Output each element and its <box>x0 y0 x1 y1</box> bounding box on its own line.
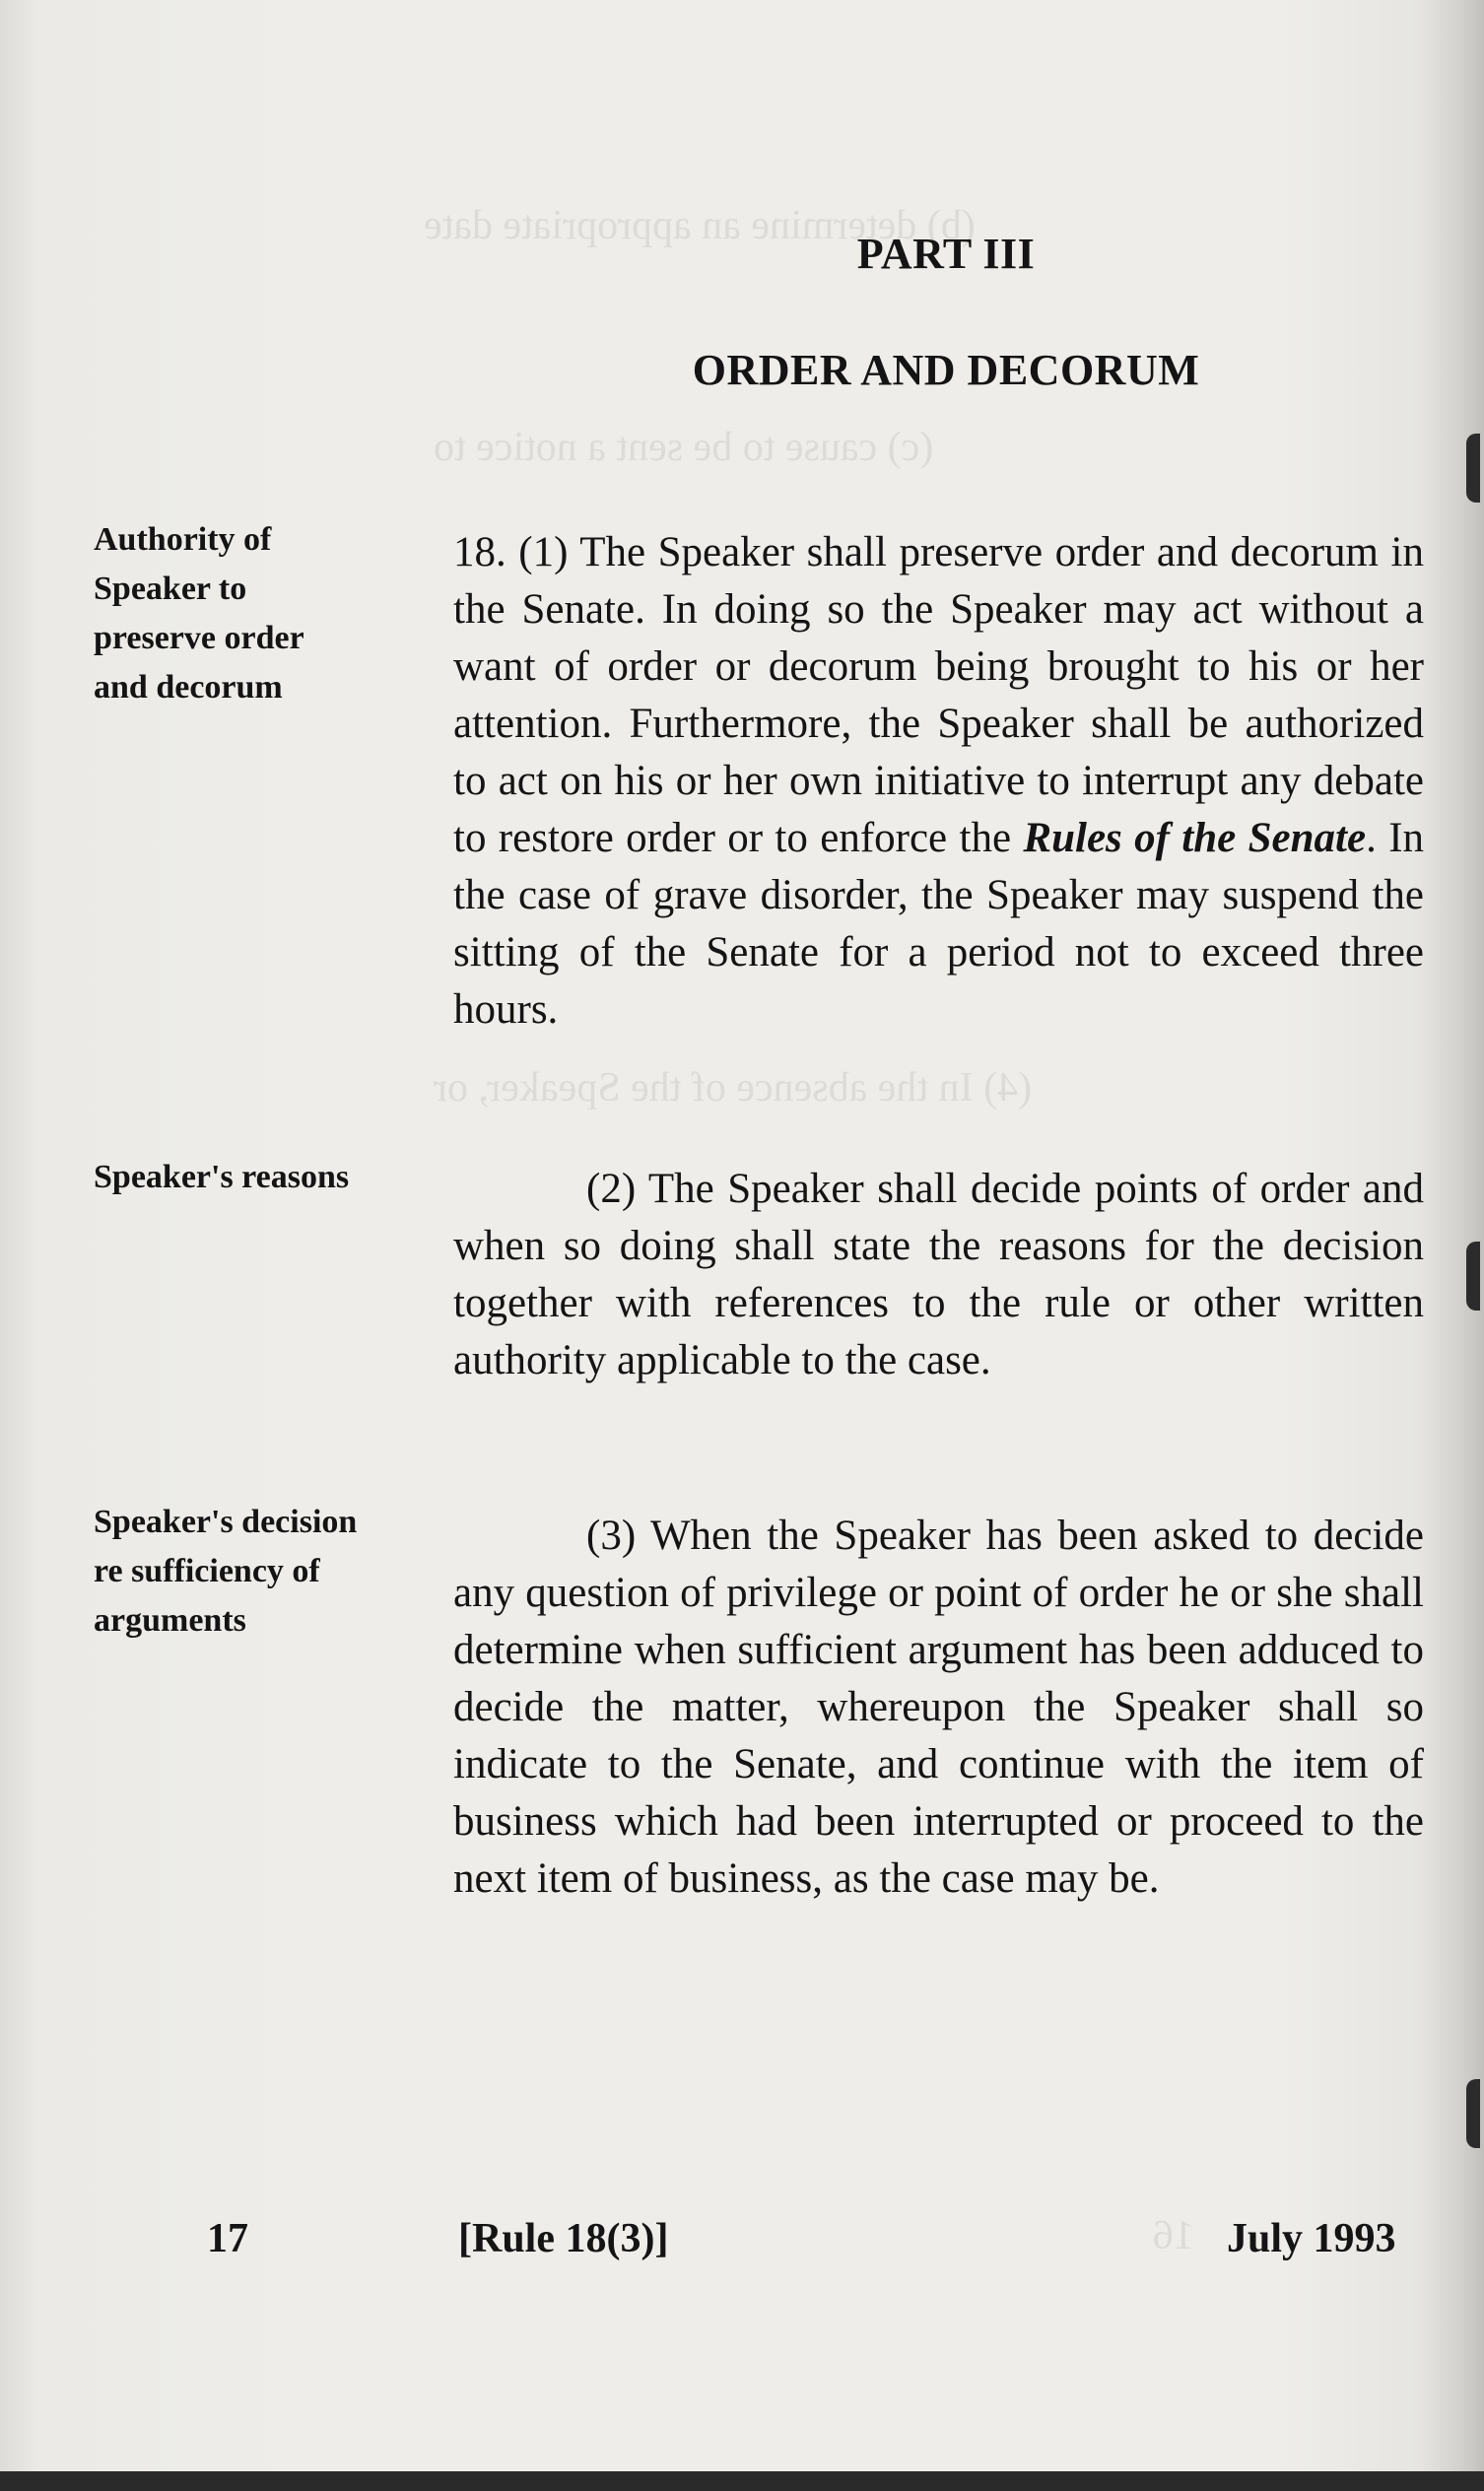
footer-date: July 1993 <box>1227 2216 1396 2261</box>
margin-note-authority: Authority of Speaker to preserve order and decorum <box>94 521 304 706</box>
margin-note-sufficiency: Speaker's decision re sufficiency of arguments <box>94 1504 358 1639</box>
show-through-text: (b) determine an appropriate date <box>424 203 976 248</box>
paragraph-2-text: (2) The Speaker shall decide points of order and when so doing shall state the reasons for the decision together with references to the rule or other written authority applicable to the case. <box>453 1166 1424 1383</box>
margin-note-reasons: Speaker's reasons <box>94 1159 350 1195</box>
page-bottom-edge <box>0 2471 1484 2491</box>
page-number: 17 <box>207 2216 248 2261</box>
page-tab <box>1466 1242 1480 1311</box>
part-heading: PART III <box>856 230 1036 278</box>
rule-18-paragraph-3 <box>453 1508 1424 1908</box>
rule-18-paragraph-2 <box>453 1161 1424 1389</box>
page-tab <box>1466 434 1480 503</box>
rule-18-paragraph-1 <box>453 524 1424 1039</box>
show-through-text: 16 <box>1153 2213 1194 2258</box>
section-heading: ORDER AND DECORUM <box>692 346 1200 394</box>
paragraph-1-text: 18. (1) The Speaker shall preserve order and decorum in the Senate. In doing so the Speaker may act without a want of order or decorum being brought to his or her attention. Furthermore, the Speaker shall be authorized to act on his or her own initiative to interrupt any debate to restore order or to enforce the <box>453 529 1424 861</box>
show-through-text: (c) cause to be sent a notice to <box>434 425 934 470</box>
page-tab <box>1466 2079 1480 2148</box>
show-through-text: (4) In the absence of the Speaker, or <box>434 1065 1033 1111</box>
paragraph-1-end: . In the case of grave disorder, the Speaker may suspend the sitting of the Senate for a period not to exceed three hours. <box>453 815 1425 1033</box>
rules-of-the-senate-italic: Rules of the Senate <box>1023 815 1367 861</box>
rule-reference: [Rule 18(3)] <box>458 2216 669 2261</box>
paragraph-3-text: (3) When the Speaker has been asked to decide any question of privilege or point of order he or she shall determine when sufficient argument has been adduced to decide the matter, whereupon the Speaker shall so indicate to the Senate, and continue with the item of business which had been interrupted or proceed to the next item of business, as the case may be. <box>453 1513 1424 1902</box>
